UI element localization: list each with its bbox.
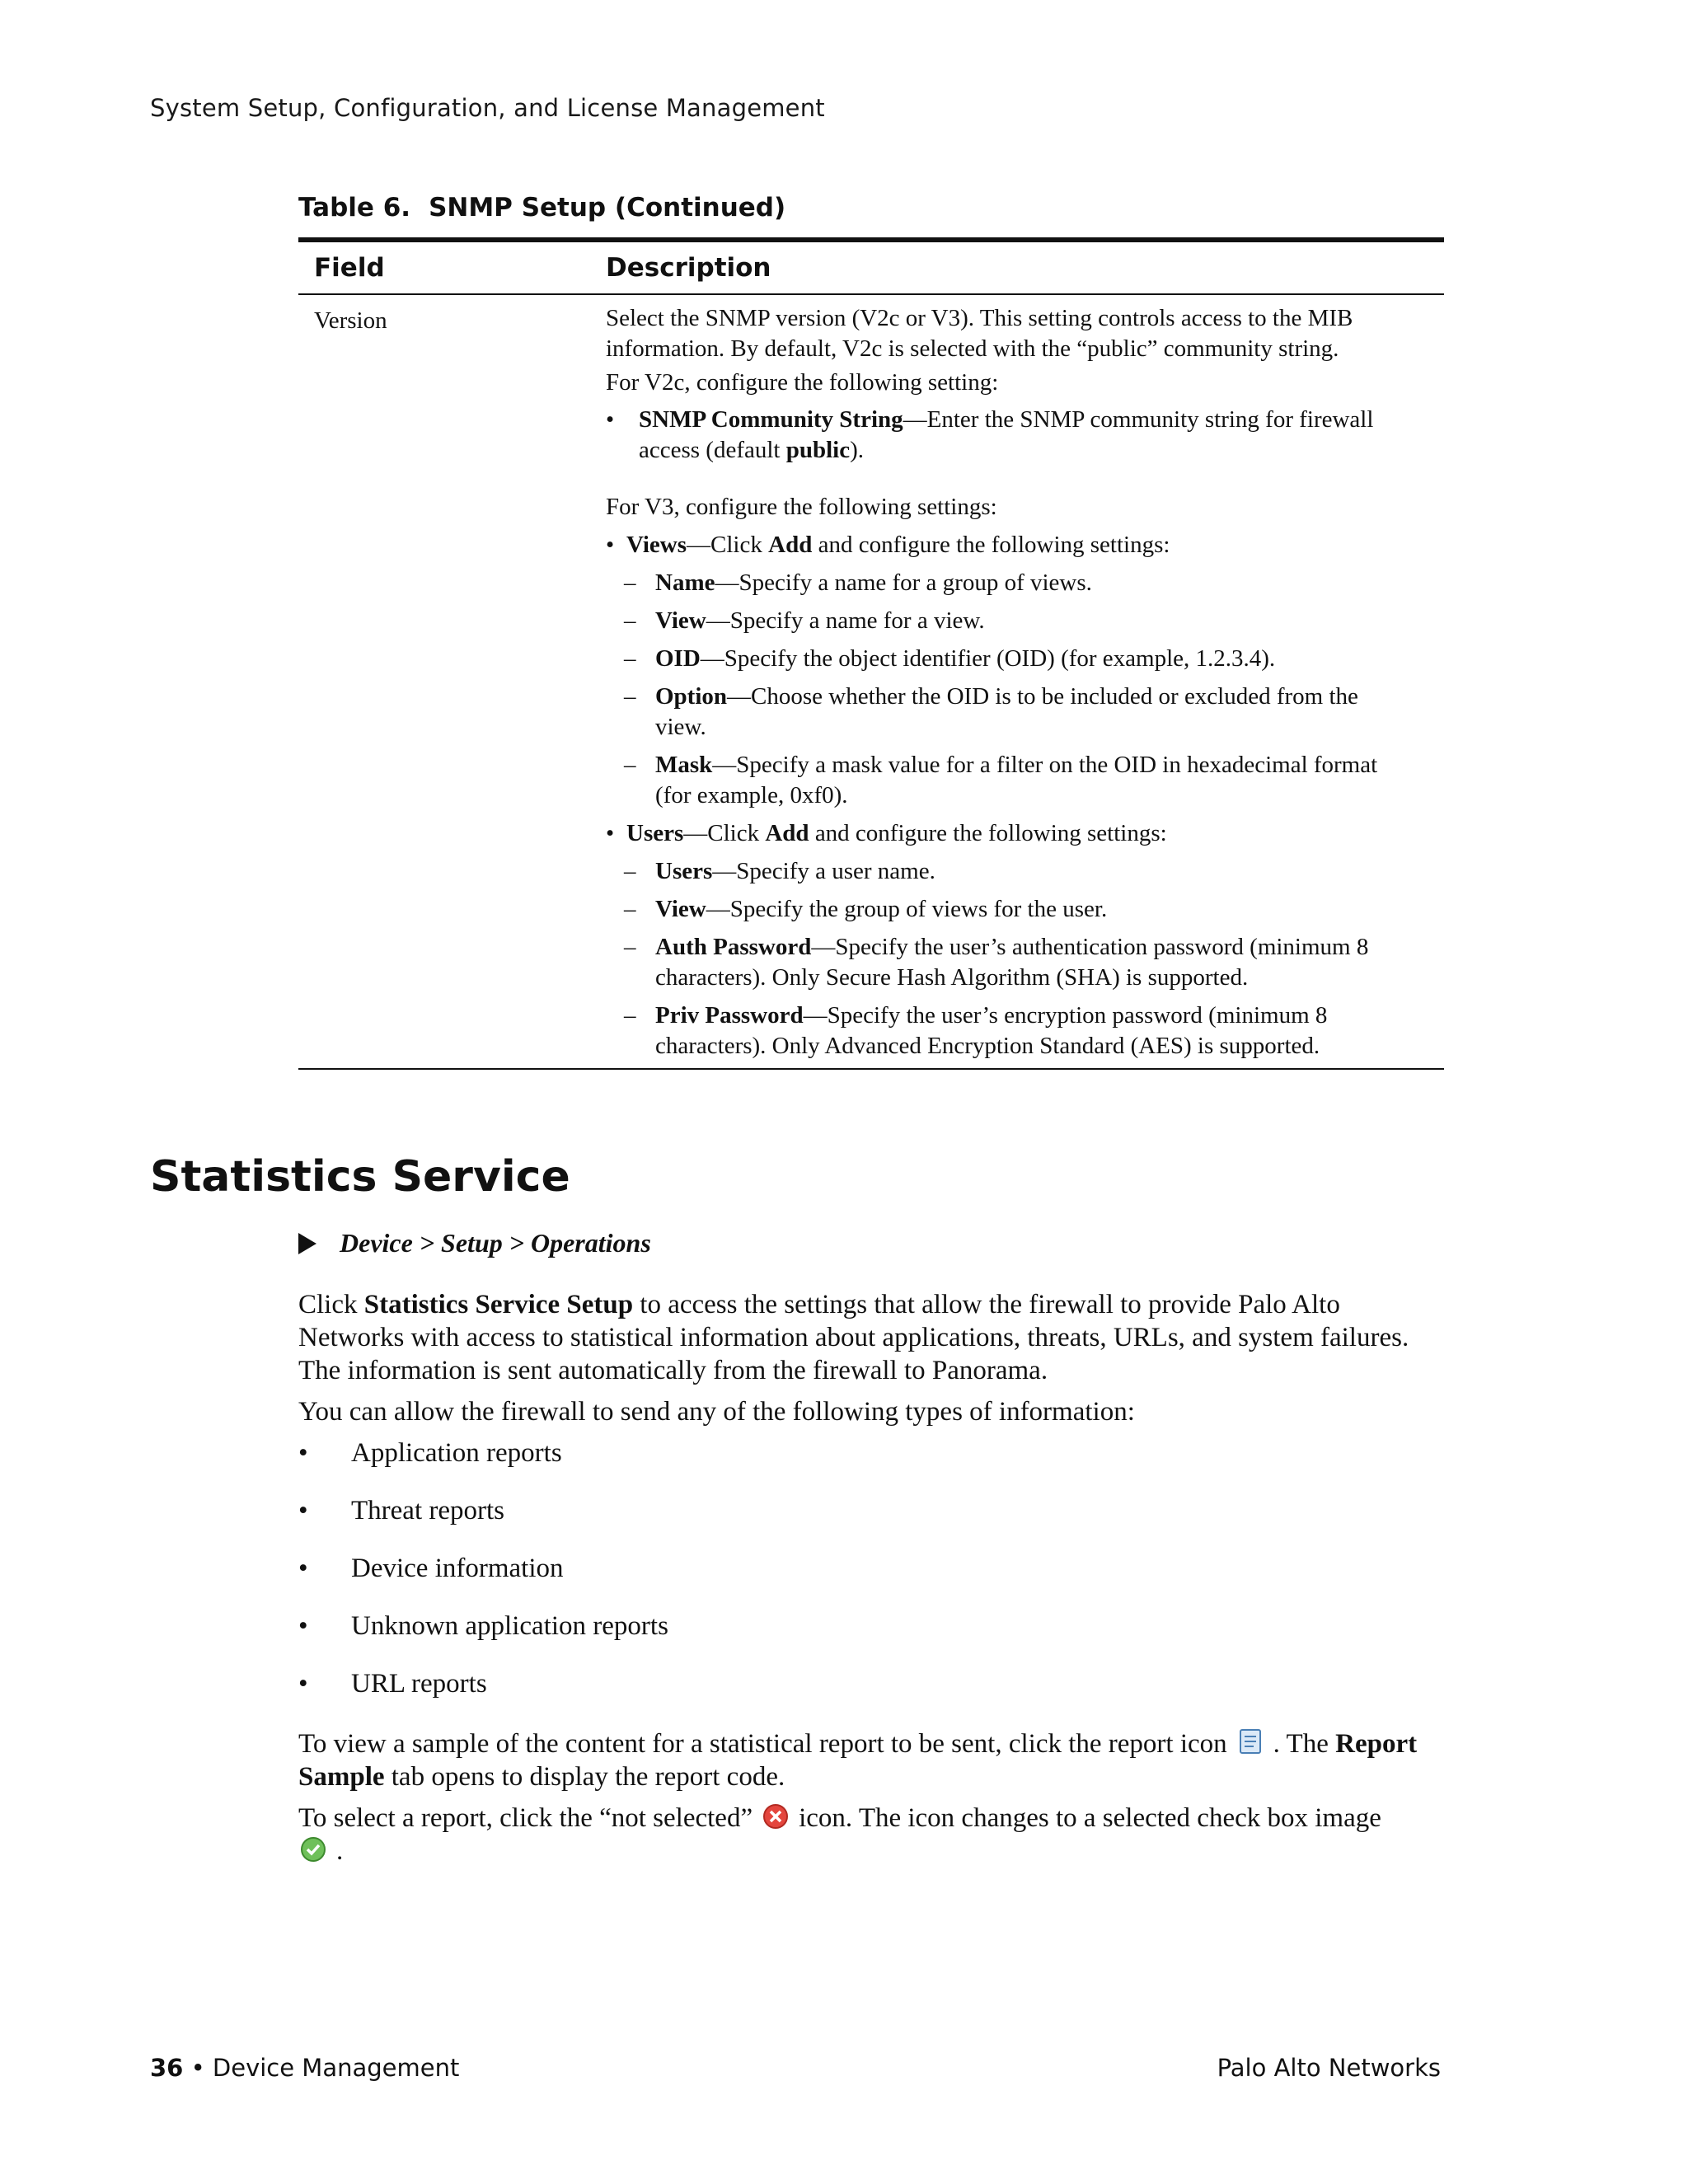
- views-add: Add: [768, 532, 813, 558]
- p3-text-end: tab opens to display the report code.: [384, 1762, 785, 1792]
- not-selected-icon[interactable]: [761, 1802, 790, 1831]
- snmp-table: [298, 237, 1444, 1070]
- p3-text: To view a sample of the content for a statistical report to be sent, click the report icon: [298, 1729, 1227, 1759]
- views-text: —Click: [687, 532, 769, 558]
- subitem-text: —Specify a name for a view.: [706, 607, 985, 634]
- subitem-text: —Choose whether the OID is to be included or excluded from the view.: [655, 683, 1358, 740]
- views-item: [606, 530, 1411, 560]
- subitem-text: —Specify the user’s authentication password (minimum 8 characters). Only Secure Hash Algorithm (SHA) is supported.: [655, 934, 1369, 991]
- list-item: • URL reports: [298, 1667, 1370, 1725]
- users-subitem: [606, 932, 1411, 993]
- nav-path: [298, 1228, 651, 1258]
- row-description: [606, 303, 1444, 1062]
- v2c-item: [606, 405, 1411, 466]
- table-header-row: [298, 242, 1444, 295]
- p4-text-end: .: [336, 1836, 344, 1866]
- subitem-label: OID: [655, 645, 701, 672]
- p3-bold: Report Sample: [298, 1729, 1418, 1792]
- footer-company: Palo Alto Networks: [1217, 2054, 1441, 2082]
- footer-chapter: • Device Management: [183, 2054, 460, 2082]
- footer-left: [150, 2054, 459, 2082]
- list-item: • Threat reports: [298, 1494, 1370, 1552]
- list-item: • Unknown application reports: [298, 1610, 1370, 1667]
- statistics-paragraph-4: [298, 1802, 1428, 1868]
- views-subitem: [606, 606, 1411, 636]
- users-subitem: [606, 856, 1411, 887]
- section-title: Statistics Service: [150, 1152, 570, 1202]
- p4-text: To select a report, click the “not selected”: [298, 1803, 753, 1833]
- views-label: Views: [626, 532, 687, 558]
- users-text: —Click: [683, 820, 766, 846]
- users-subitem: [606, 894, 1411, 925]
- list-item: • Device information: [298, 1552, 1370, 1610]
- views-subitem: [606, 750, 1411, 811]
- views-sublist: [606, 568, 1411, 811]
- list-item: • Application reports: [298, 1436, 1370, 1494]
- subitem-text: —Specify a user name.: [712, 858, 935, 884]
- v3-intro: For V3, configure the following settings:: [606, 494, 997, 520]
- information-types-list: [298, 1436, 1370, 1725]
- v2c-item-default: public: [785, 437, 851, 463]
- subitem-label: View: [655, 896, 706, 922]
- views-text-end: and configure the following settings:: [812, 532, 1170, 558]
- v2c-item-text: —Enter the SNMP community string for firewall access (default: [639, 406, 1374, 463]
- v2c-intro: For V2c, configure the following setting:: [606, 369, 999, 396]
- subitem-label: Mask: [655, 752, 713, 778]
- subitem-label: Name: [655, 569, 715, 596]
- subitem-label: Priv Password: [655, 1002, 804, 1029]
- nav-path-text: Device > Setup > Operations: [340, 1228, 651, 1258]
- table-row: [298, 295, 1444, 1068]
- users-text-end: and configure the following settings:: [809, 820, 1167, 846]
- v2c-item-text-end: ).: [850, 437, 865, 463]
- triangle-arrow-icon: [298, 1233, 316, 1254]
- subitem-text: —Specify a name for a group of views.: [715, 569, 1092, 596]
- version-intro: Select the SNMP version (V2c or V3). This setting controls access to the MIB information. By default, V2c is selected with the “public” community string.: [606, 305, 1353, 362]
- p1-text: Click: [298, 1290, 364, 1319]
- statistics-paragraph-1: [298, 1288, 1428, 1387]
- statistics-paragraph-3: [298, 1727, 1428, 1793]
- views-subitem: [606, 682, 1411, 743]
- table-caption-number: Table 6.: [298, 193, 411, 223]
- subitem-text: —Specify a mask value for a filter on the OID in hexadecimal format (for example, 0xf0).: [655, 752, 1378, 808]
- subitem-label: Users: [655, 858, 713, 884]
- report-icon[interactable]: [1236, 1727, 1265, 1757]
- users-add: Add: [765, 820, 809, 846]
- row-field-version: Version: [314, 307, 387, 334]
- table-caption-title: SNMP Setup (Continued): [429, 193, 786, 223]
- p1-bold: Statistics Service Setup: [363, 1290, 634, 1319]
- table-caption: [298, 193, 785, 223]
- users-item: [606, 818, 1411, 849]
- page-number: 36: [150, 2054, 184, 2082]
- p3-text-mid: . The: [1273, 1729, 1336, 1759]
- subitem-label: View: [655, 607, 706, 634]
- users-subitem: [606, 1001, 1411, 1062]
- subitem-text: —Specify the user’s encryption password (minimum 8 characters). Only Advanced Encryption Standard (AES) is supported.: [655, 1002, 1328, 1059]
- running-header: System Setup, Configuration, and License Management: [150, 94, 825, 122]
- users-sublist: [606, 856, 1411, 1062]
- subitem-text: —Specify the group of views for the user.: [706, 896, 1108, 922]
- statistics-paragraph-2: You can allow the firewall to send any of the following types of information:: [298, 1397, 1135, 1427]
- subitem-label: Option: [655, 683, 728, 710]
- header-description: Description: [606, 253, 771, 283]
- subitem-text: —Specify the object identifier (OID) (for example, 1.2.3.4).: [700, 645, 1276, 672]
- p1-text-end: to access the settings that allow the firewall to provide Palo Alto Networks with access to statistical information about applications, threats, URLs, and system failures. The information is sent automatically from the firewall to Panorama.: [298, 1290, 1409, 1385]
- subitem-label: Auth Password: [655, 934, 812, 960]
- views-subitem: [606, 568, 1411, 598]
- header-field: Field: [314, 253, 385, 283]
- v2c-item-label: SNMP Community String: [639, 406, 903, 433]
- p4-text-mid: icon. The icon changes to a selected check box image: [799, 1803, 1381, 1833]
- users-label: Users: [626, 820, 684, 846]
- views-subitem: [606, 644, 1411, 674]
- selected-check-icon: [298, 1835, 328, 1864]
